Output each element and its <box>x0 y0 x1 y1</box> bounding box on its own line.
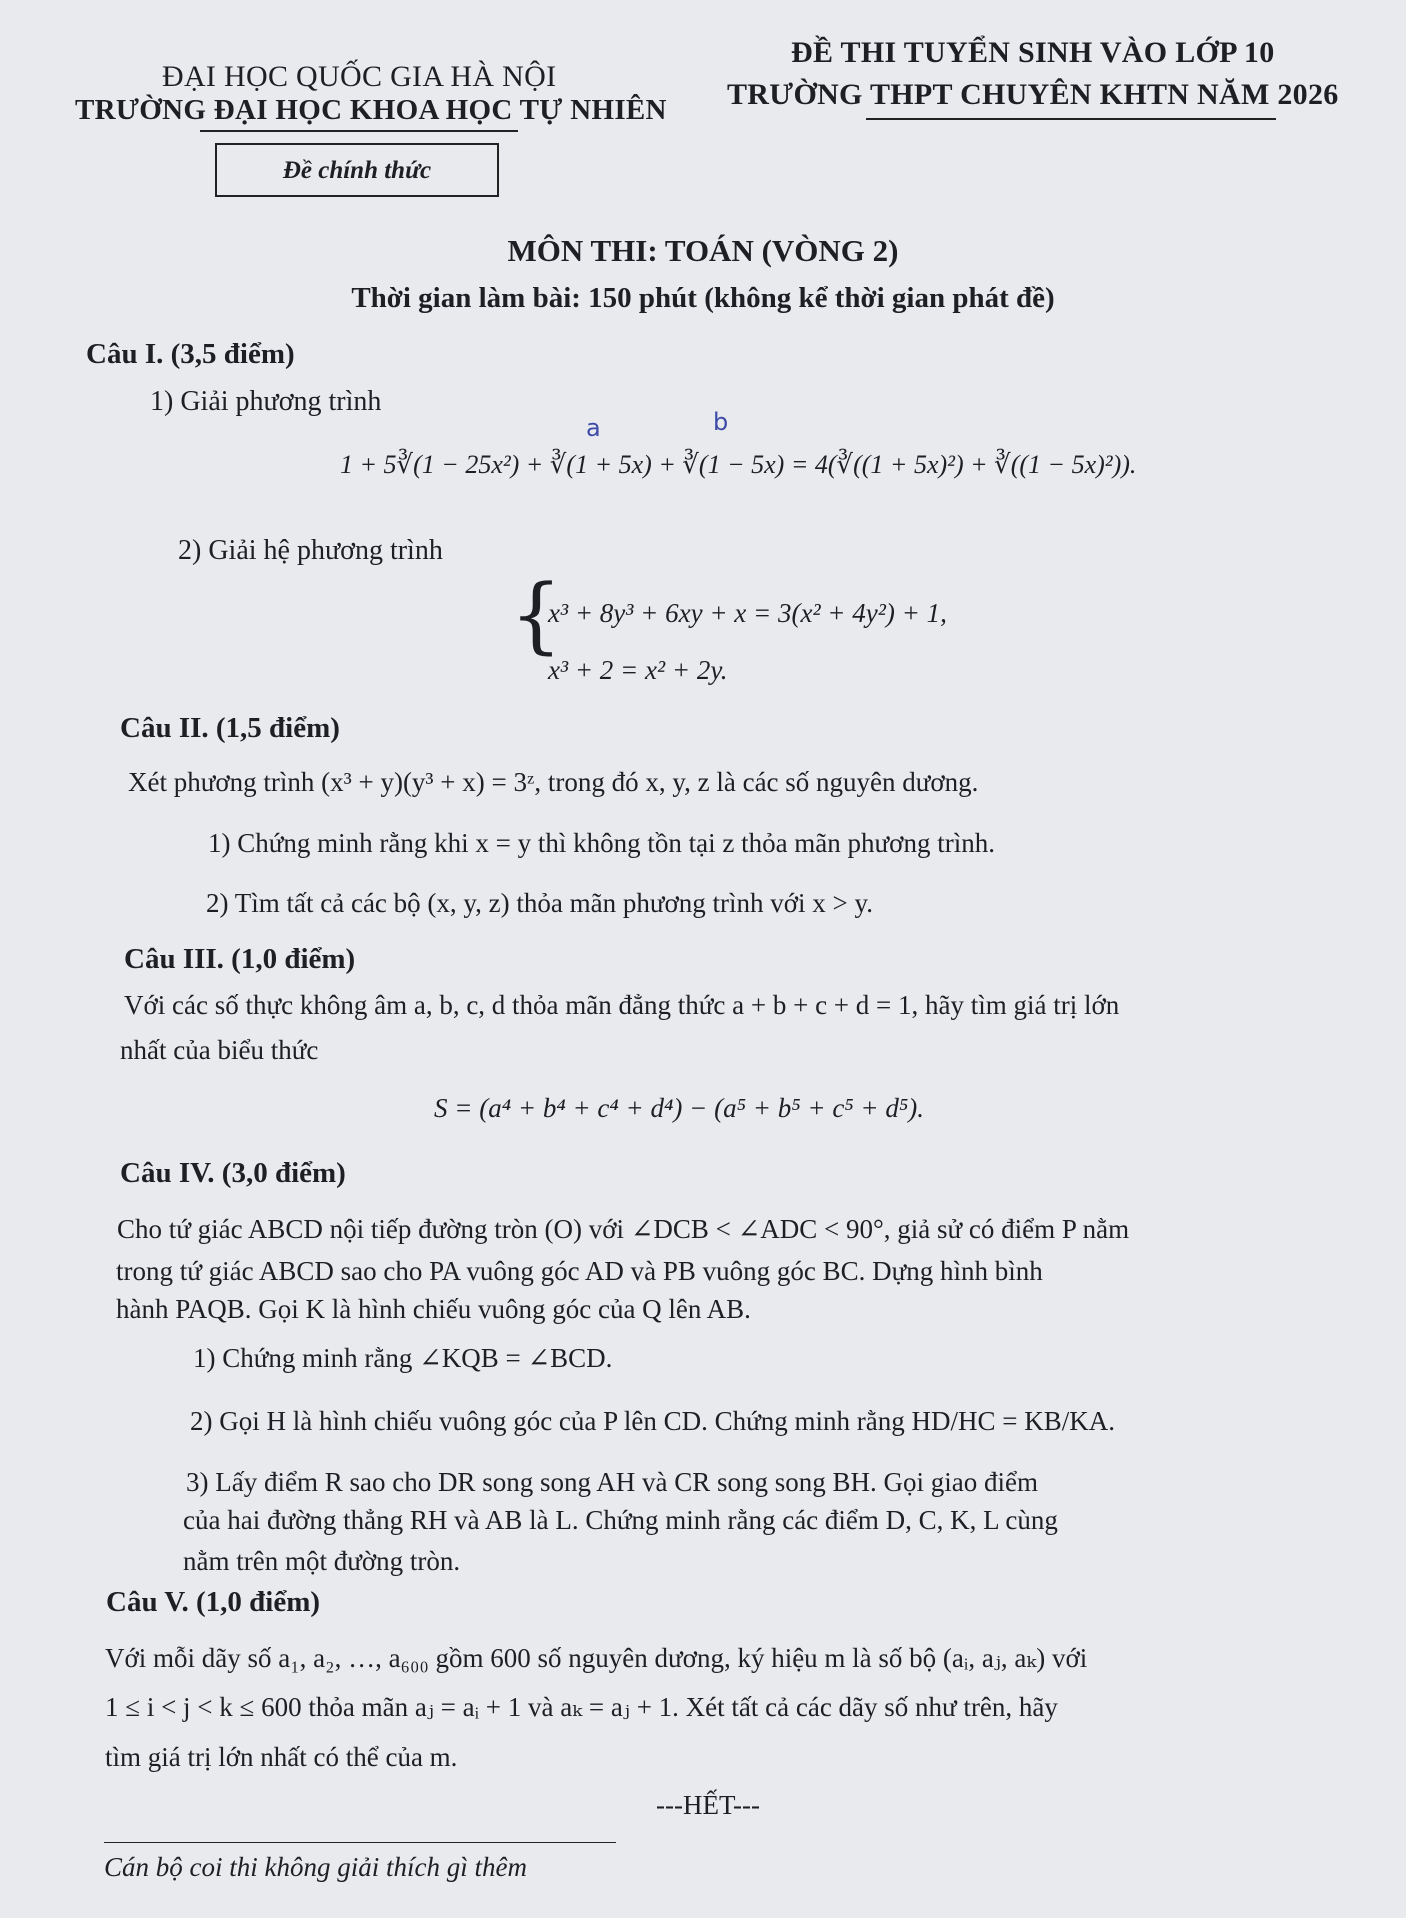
q4-part3-line3: nằm trên một đường tròn. <box>183 1546 461 1576</box>
exam-title: ĐỀ THI TUYỂN SINH VÀO LỚP 10 <box>791 36 1275 69</box>
q4-line1: Cho tứ giác ABCD nội tiếp đường tròn (O) với ∠DCB < ∠ADC < 90°, giả sử có điểm P nằm <box>117 1214 1130 1244</box>
q4-part1: 1) Chứng minh rằng ∠KQB = ∠BCD. <box>193 1343 613 1373</box>
q1-part2: 2) Giải hệ phương trình <box>178 535 443 566</box>
q2-intro: Xét phương trình (x³ + y)(y³ + x) = 3ᶻ, trong đó x, y, z là các số nguyên dương. <box>128 767 979 797</box>
q1-heading: Câu I. (3,5 điểm) <box>86 338 295 370</box>
q2-part1: 1) Chứng minh rằng khi x = y thì không tồn tại z thỏa mãn phương trình. <box>208 828 995 858</box>
q5-line2: 1 ≤ i < j < k ≤ 600 thỏa mãn aⱼ = aᵢ + 1 và aₖ = aⱼ + 1. Xét tất cả các dãy số như trên, hãy <box>105 1692 1058 1722</box>
header-underline-right <box>866 118 1276 120</box>
q4-part2: 2) Gọi H là hình chiếu vuông góc của P lên CD. Chứng minh rằng HD/HC = KB/KA. <box>190 1406 1116 1436</box>
q4-heading: Câu IV. (3,0 điểm) <box>120 1157 346 1189</box>
footer-note: Cán bộ coi thi không giải thích gì thêm <box>104 1852 527 1882</box>
q1-equation: 1 + 5∛(1 − 25x²) + ∛(1 + 5x) + ∛(1 − 5x) = 4(∛((1 + 5x)²) + ∛((1 − 5x)²)). <box>340 450 1137 479</box>
header-underline-left <box>200 130 518 132</box>
q3-line1: Với các số thực không âm a, b, c, d thỏa mãn đẳng thức a + b + c + d = 1, hãy tìm giá trị lớn <box>124 990 1120 1020</box>
handwritten-a: a <box>586 414 601 442</box>
subject-title: MÔN THI: TOÁN (VÒNG 2) <box>507 233 899 268</box>
exam-school: TRƯỜNG THPT CHUYÊN KHTN NĂM 2026 <box>727 78 1339 111</box>
official-label: Đề chính thức <box>282 157 432 184</box>
q2-part2: 2) Tìm tất cả các bộ (x, y, z) thỏa mãn phương trình với x > y. <box>206 888 873 918</box>
q2-heading: Câu II. (1,5 điểm) <box>120 712 340 744</box>
q4-line3: hành PAQB. Gọi K là hình chiếu vuông góc của Q lên AB. <box>116 1294 751 1324</box>
q5-heading: Câu V. (1,0 điểm) <box>106 1586 321 1618</box>
q4-part3-line1: 3) Lấy điểm R sao cho DR song song AH và CR song song BH. Gọi giao điểm <box>186 1467 1038 1497</box>
q5-line1: Với mỗi dãy số a₁, a₂, …, a₆₀₀ gồm 600 số nguyên dương, ký hiệu m là số bộ (aᵢ, aⱼ, aₖ) với <box>105 1643 1088 1673</box>
footer-rule <box>104 1842 616 1843</box>
q3-line2: nhất của biểu thức <box>120 1035 319 1065</box>
q4-part3-line2: của hai đường thẳng RH và AB là L. Chứng minh rằng các điểm D, C, K, L cùng <box>183 1505 1058 1535</box>
q5-line3: tìm giá trị lớn nhất có thể của m. <box>105 1742 458 1772</box>
q3-heading: Câu III. (1,0 điểm) <box>124 943 356 975</box>
university-name: ĐẠI HỌC QUỐC GIA HÀ NỘI <box>162 60 557 93</box>
official-box <box>215 143 499 197</box>
handwritten-b: b <box>713 408 729 436</box>
system-brace: { <box>510 568 563 663</box>
school-name: TRƯỜNG ĐẠI HỌC KHOA HỌC TỰ NHIÊN <box>75 94 667 126</box>
q1-system-eq1: x³ + 8y³ + 6xy + x = 3(x² + 4y²) + 1, <box>548 598 947 628</box>
time-limit: Thời gian làm bài: 150 phút (không kể thời gian phát đề) <box>351 282 1055 314</box>
q4-line2: trong tứ giác ABCD sao cho PA vuông góc AD và PB vuông góc BC. Dựng hình bình <box>116 1256 1043 1286</box>
end-marker: ---HẾT--- <box>656 1790 760 1820</box>
q1-part1: 1) Giải phương trình <box>150 386 382 417</box>
q3-expression: S = (a⁴ + b⁴ + c⁴ + d⁴) − (a⁵ + b⁵ + c⁵ + d⁵). <box>434 1093 925 1123</box>
q1-system-eq2: x³ + 2 = x² + 2y. <box>548 655 728 685</box>
